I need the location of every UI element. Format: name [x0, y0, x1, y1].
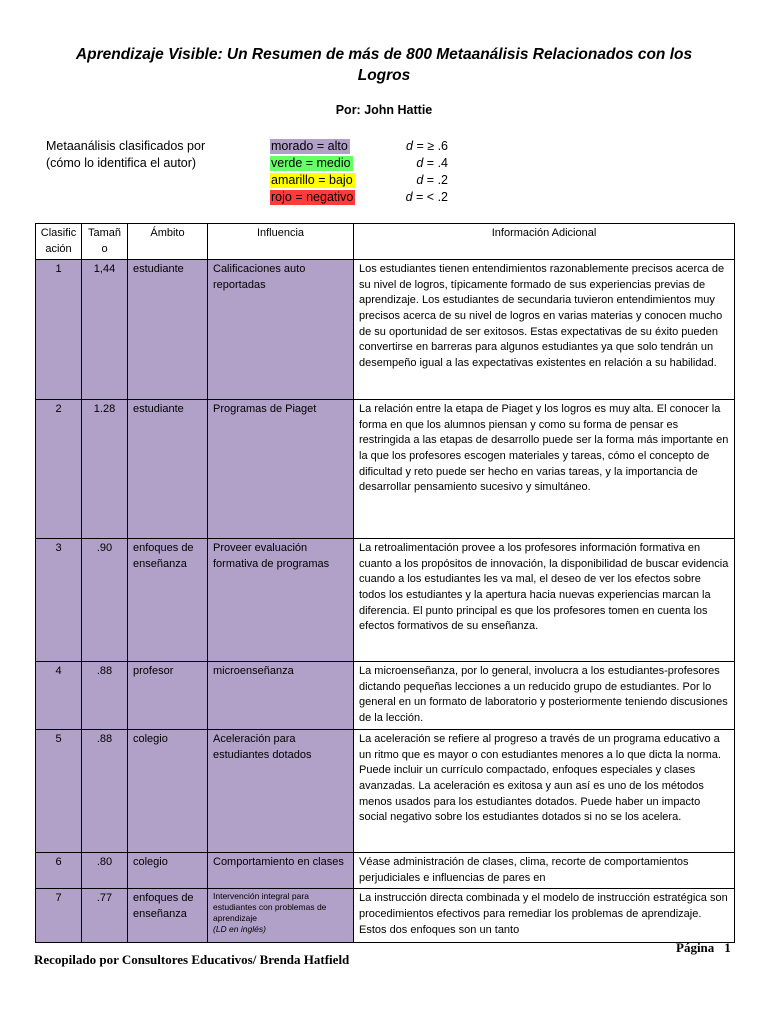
cell-size: 1,44 — [82, 260, 128, 400]
cell-influence — [208, 889, 354, 943]
cell-influence: Aceleración para estudiantes dotados — [208, 730, 354, 853]
table-row — [36, 539, 735, 662]
cell-scope: enfoques de enseñanza — [128, 889, 208, 943]
cell-rank: 4 — [36, 662, 82, 730]
cell-scope: estudiante — [128, 260, 208, 400]
cell-influence: Comportamiento en clases — [208, 853, 354, 889]
influence-table — [35, 223, 735, 943]
header-info: Información Adicional — [354, 224, 735, 260]
cell-size: .77 — [82, 889, 128, 943]
legend-d-value: d = ≥ .6 — [406, 139, 448, 153]
cell-info: Los estudiantes tienen entendimientos razonablemente precisos acerca de su nivel de logros, típicamente formado de sus experiencias previas de aprendizaje. Los estudiantes de secundaria tuvieron entendimientos muy precisos acerca de su nivel de logros en varias materias y conocen mucho de su oportunidad de ser exitosos. Estas expectativas de su éxito pueden convertirse en barreras para algunos estudiantes ya que solo tendrán un desempeño igual a las expectativas existentes en relación a su habilidad. — [354, 260, 735, 400]
legend-label: amarillo = bajo — [271, 173, 353, 187]
cell-size: 1.28 — [82, 400, 128, 539]
legend-d-value: d = < .2 — [405, 190, 448, 204]
cell-info: La instrucción directa combinada y el modelo de instrucción estratégica son procedimientos efectivos para remediar los problemas de aprendizaje. Estos dos enfoques son un tanto — [354, 889, 735, 943]
cell-size: .90 — [82, 539, 128, 662]
cell-info: La retroalimentación provee a los profesores información formativa en cuanto a los propósitos de innovación, la disponibilidad de buscar evidencia cuando a los estudiantes les va mal, el deseo de ver los efectos sobre todos los estudiantes y la apertura hacia nuevas experiencias marcan la diferencia. El punto principal es que los profesores tomen en cuenta los efectos formativos de su enseñanza. — [354, 539, 735, 662]
header-rank: Clasificación — [36, 224, 82, 260]
table-row — [36, 260, 735, 400]
legend-label: morado = alto — [271, 139, 348, 153]
legend-caption-line1: Metaanálisis clasificados por — [46, 139, 206, 153]
legend-item-negative — [270, 190, 448, 205]
header-influence: Influencia — [208, 224, 354, 260]
cell-rank: 3 — [36, 539, 82, 662]
cell-scope: enfoques de enseñanza — [128, 539, 208, 662]
page-indicator — [676, 940, 731, 956]
legend-item-high — [270, 139, 448, 154]
legend-d-value: d = .2 — [416, 173, 448, 187]
legend-caption — [46, 138, 205, 172]
header-size: Tamaño — [82, 224, 128, 260]
influence-note: (LD en inglés) — [213, 924, 266, 935]
legend-label: verde = medio — [271, 156, 351, 170]
cell-size: .88 — [82, 730, 128, 853]
cell-rank: 5 — [36, 730, 82, 853]
cell-info: La aceleración se refiere al progreso a través de un programa educativo a un ritmo que es mayor o con estudiantes menores a lo que dicta la norma. Puede incluir un currículo compactado, enfoques especiales y clases avanzadas. La aceleración es exitosa y aun así es uno de los métodos menos usados para los estudiantes dotados. Puede haber un impacto social negativo sobre los estudiantes dotados si no se los acelera. — [354, 730, 735, 853]
table-header-row — [36, 224, 735, 260]
legend-caption-line2: (cómo lo identifica el autor) — [46, 156, 197, 170]
page-number: 1 — [724, 940, 731, 955]
legend-item-medium — [270, 156, 448, 171]
cell-rank: 7 — [36, 889, 82, 943]
footer-credit: Recopilado por Consultores Educativos/ Brenda Hatfield — [34, 952, 350, 967]
legend-item-low — [270, 173, 448, 188]
cell-scope: profesor — [128, 662, 208, 730]
table-row — [36, 730, 735, 853]
cell-info: La microenseñanza, por lo general, involucra a los estudiantes-profesores dictando pequeñas lecciones a un reducido grupo de estudiantes. Por lo general en un formato de laboratorio y posteriormente teniendo discusiones de la lección. — [354, 662, 735, 730]
cell-info: La relación entre la etapa de Piaget y los logros es muy alta. El conocer la forma en que los alumnos piensan y como su forma de pensar es restringida a las etapas de desarrollo puede ser la forma más importante en la que los profesores escogen materiales y tareas, cómo el concepto de dificultad y reto puede ser hecho en varias tareas, y la importancia de desarrollar pensamiento sucesivo y simultáneo. — [354, 400, 735, 539]
cell-rank: 6 — [36, 853, 82, 889]
table-row — [36, 853, 735, 889]
cell-influence: Proveer evaluación formativa de programas — [208, 539, 354, 662]
cell-rank: 2 — [36, 400, 82, 539]
cell-size: .80 — [82, 853, 128, 889]
table-row — [36, 400, 735, 539]
page-label: Página — [676, 940, 715, 955]
cell-info: Véase administración de clases, clima, recorte de comportamientos perjudiciales e influencias de pares en — [354, 853, 735, 889]
cell-size: .88 — [82, 662, 128, 730]
cell-rank: 1 — [36, 260, 82, 400]
author-line: Por: John Hattie — [335, 103, 433, 117]
cell-influence: Programas de Piaget — [208, 400, 354, 539]
table-row — [36, 889, 735, 943]
document-title: Aprendizaje Visible: Un Resumen de más de 800 Metaanálisis Relacionados con los Logros — [75, 46, 693, 84]
cell-scope: colegio — [128, 730, 208, 853]
influence-small-text: Intervención integral para estudiantes con problemas de aprendizaje — [213, 891, 327, 924]
legend-d-value: d = .4 — [416, 156, 448, 170]
cell-influence: microenseñanza — [208, 662, 354, 730]
cell-scope: colegio — [128, 853, 208, 889]
cell-scope: estudiante — [128, 400, 208, 539]
cell-influence: Calificaciones auto reportadas — [208, 260, 354, 400]
legend-label: rojo = negativo — [271, 190, 354, 204]
table-row — [36, 662, 735, 730]
header-scope: Ámbito — [128, 224, 208, 260]
